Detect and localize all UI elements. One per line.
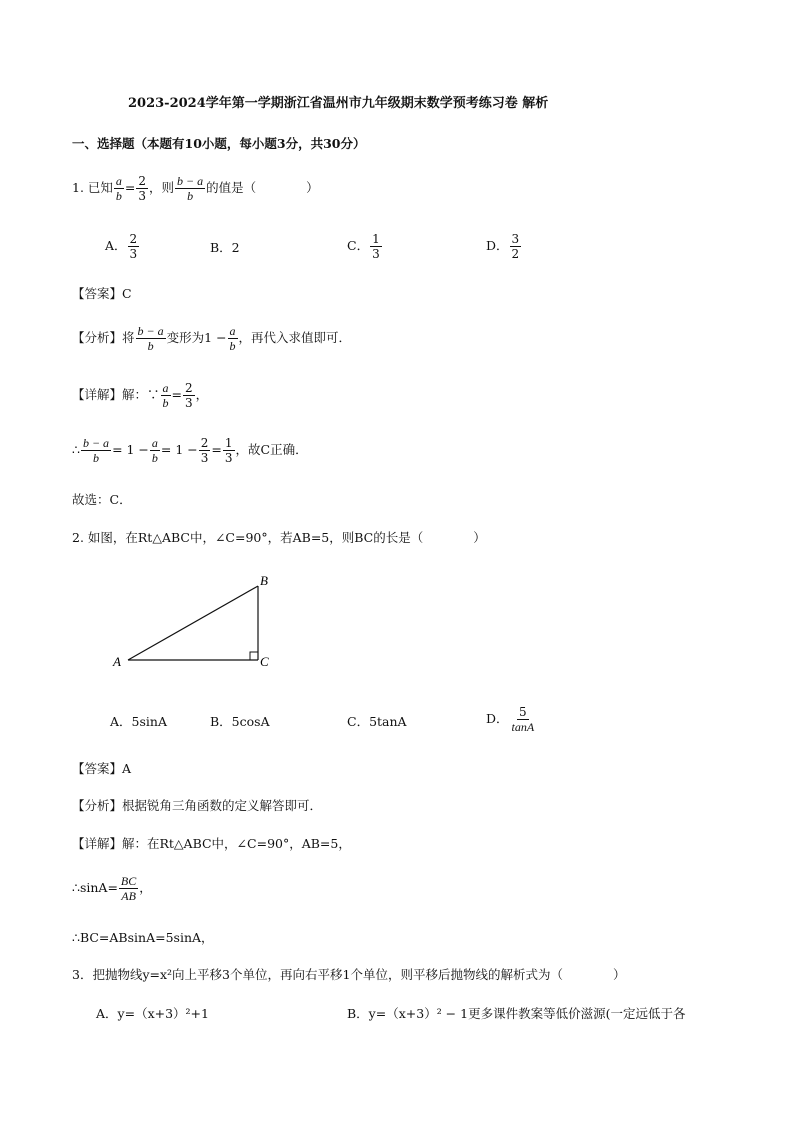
q3-stem: 3．把抛物线y=x²向上平移3个单位，再向右平移1个单位，则平移后抛物线的解析式为（ ）	[72, 967, 626, 982]
q1-analysis: 【分析】将 $\frac{b - a}{b}$ 变形为1 − $\frac{a}{b}$ ，再代入求值即可．	[72, 324, 352, 353]
q3-option-a: A．y=（x+3）²+1	[96, 1006, 209, 1021]
q2-option-d: D． $\frac{5}{\tan A}$	[486, 705, 535, 734]
q2-option-c: C．5tanA	[347, 714, 407, 729]
q1-option-a: A． $\frac{2}{3}$	[105, 232, 138, 261]
q1-choose: 故选：C．	[72, 492, 132, 507]
q1-stem	[72, 175, 319, 202]
q1-answer: 【答案】C	[72, 286, 132, 301]
q1-option-b: B．2	[210, 240, 240, 255]
q1-given-fraction: $\frac{a}{b}$	[115, 174, 122, 203]
vertex-label-c: C	[260, 654, 269, 669]
q1-prefix: 1. 已知	[72, 180, 113, 195]
q2-bc-line: ∴BC=ABsinA=5sinA，	[72, 930, 214, 945]
q1-expr-fraction: $\frac{b - a}{b}$	[177, 174, 204, 203]
vertex-label-b: B	[260, 573, 268, 588]
triangle-side-ab	[128, 586, 258, 660]
q2-detail: 【详解】解：在Rt△ABC中，∠C=90°，AB=5，	[72, 836, 351, 851]
q1-eq: =	[124, 180, 136, 195]
q2-option-a: A．5sinA	[110, 714, 167, 729]
vertex-label-a: A	[113, 654, 121, 669]
document-title: 2023-2024学年第一学期浙江省温州市九年级期末数学预考练习卷 解析	[128, 96, 549, 111]
right-angle-mark	[250, 652, 258, 660]
q2-triangle-figure	[108, 570, 278, 675]
q1-derivation: ∴ $\frac{b - a}{b}$ = 1 − $\frac{a}{b}$ = 1 − $\frac{2}{3}$ = $\frac{1}{3}$ ，故C正确．	[72, 436, 308, 465]
q2-stem: 2. 如图，在Rt△ABC中，∠C=90°，若AB=5，则BC的长是（ ）	[72, 530, 486, 545]
q3-option-b: B．y=（x+3）² − 1更多课件教案等低价滋源(一定远低于各	[347, 1006, 686, 1021]
q2-analysis: 【分析】根据锐角三角函数的定义解答即可．	[72, 798, 323, 813]
q1-suffix: 的值是（ ）	[206, 180, 319, 195]
section-heading: 一、选择题（本题有10小题，每小题3分，共30分）	[72, 136, 366, 151]
q2-option-b: B．5cosA	[210, 714, 270, 729]
q1-value-fraction: $\frac{2}{3}$	[138, 174, 147, 203]
q2-sin-line: ∴sinA= $\frac{BC}{AB}$ ，	[72, 874, 152, 903]
q1-option-c: C． $\frac{1}{3}$	[347, 232, 380, 261]
q2-answer: 【答案】A	[72, 761, 132, 776]
q1-option-d: D． $\frac{3}{2}$	[486, 232, 520, 261]
q1-mid: ，则	[149, 180, 175, 195]
q1-detail: 【详解】解：∵ $\frac{a}{b}$ = $\frac{2}{3}$ ，	[72, 381, 209, 410]
